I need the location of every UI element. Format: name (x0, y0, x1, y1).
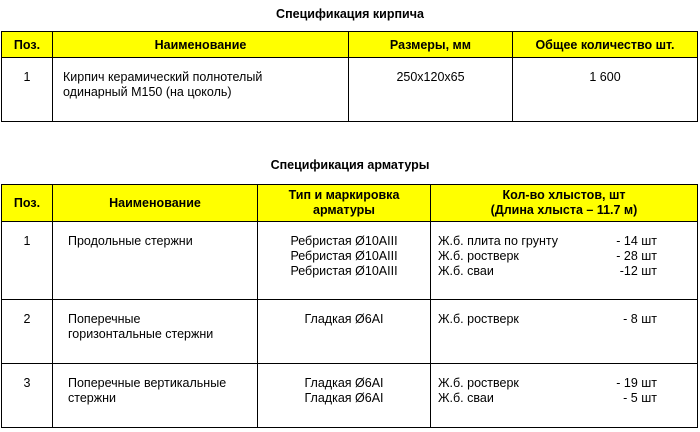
header-qty (431, 185, 698, 222)
qty-line (438, 391, 697, 406)
cell-name (53, 300, 258, 364)
name-line: Кирпич керамический полнотелый (63, 70, 263, 84)
table-row (2, 364, 698, 428)
cell-type (258, 364, 431, 428)
qty-count: - 8 шт (623, 312, 657, 326)
cell-qty (431, 222, 698, 300)
header-name: Наименование (53, 185, 258, 222)
qty-item: Ж.б. ростверк (438, 376, 519, 390)
qty-line (438, 312, 697, 327)
header-qty-line: (Длина хлыста – 11.7 м) (490, 203, 638, 217)
header-type (258, 185, 431, 222)
qty-count: - 14 шт (616, 234, 657, 248)
qty-item: Ж.б. плита по грунту (438, 234, 559, 248)
qty-line (438, 234, 697, 249)
cell-pos: 3 (2, 364, 53, 428)
name-line: стержни (68, 391, 116, 405)
qty-count: -12 шт (619, 264, 657, 278)
header-type-line: арматуры (313, 203, 375, 217)
table-row (2, 58, 698, 122)
header-qty: Общее количество шт. (513, 32, 698, 58)
rebar-type: Гладкая Ø6AI (304, 391, 384, 405)
rebar-type: Ребристая Ø10AIII (290, 234, 398, 248)
cell-name (53, 58, 349, 122)
header-pos: Поз. (2, 32, 53, 58)
cell-type (258, 222, 431, 300)
qty-item: Ж.б. сваи (438, 391, 494, 405)
brick-spec-table (1, 31, 698, 122)
name-line: горизонтальные стержни (68, 327, 214, 341)
name-line: Продольные стержни (68, 234, 193, 248)
header-qty-line: Кол-во хлыстов, шт (502, 188, 626, 202)
qty-count: - 5 шт (623, 391, 657, 405)
rebar-type: Ребристая Ø10AIII (290, 264, 398, 278)
cell-qty (431, 300, 698, 364)
qty-line (438, 376, 697, 391)
name-line: одинарный М150 (на цоколь) (63, 85, 232, 99)
cell-name (53, 222, 258, 300)
rebar-spec-table (1, 184, 698, 428)
table-row (2, 222, 698, 300)
table-row (2, 300, 698, 364)
qty-item: Ж.б. ростверк (438, 249, 519, 263)
qty-count: - 28 шт (616, 249, 657, 263)
cell-qty: 1 600 (513, 58, 698, 122)
table-header-row (2, 185, 698, 222)
name-line: Поперечные (68, 312, 141, 326)
cell-pos: 1 (2, 222, 53, 300)
header-size: Размеры, мм (349, 32, 513, 58)
qty-item: Ж.б. ростверк (438, 312, 519, 326)
cell-pos: 1 (2, 58, 53, 122)
brick-spec-title: Спецификация кирпича (276, 7, 424, 21)
rebar-type: Гладкая Ø6AI (304, 312, 384, 326)
name-line: Поперечные вертикальные (68, 376, 227, 390)
qty-count: - 19 шт (616, 376, 657, 390)
qty-item: Ж.б. сваи (438, 264, 494, 278)
cell-type (258, 300, 431, 364)
qty-line (438, 264, 697, 279)
cell-name (53, 364, 258, 428)
qty-line (438, 249, 697, 264)
rebar-type: Гладкая Ø6AI (304, 376, 384, 390)
header-name: Наименование (53, 32, 349, 58)
table-header-row (2, 32, 698, 58)
cell-qty (431, 364, 698, 428)
header-type-line: Тип и маркировка (288, 188, 400, 202)
cell-size: 250х120х65 (349, 58, 513, 122)
header-pos: Поз. (2, 185, 53, 222)
rebar-type: Ребристая Ø10AIII (290, 249, 398, 263)
cell-pos: 2 (2, 300, 53, 364)
rebar-spec-title: Спецификация арматуры (270, 158, 430, 172)
